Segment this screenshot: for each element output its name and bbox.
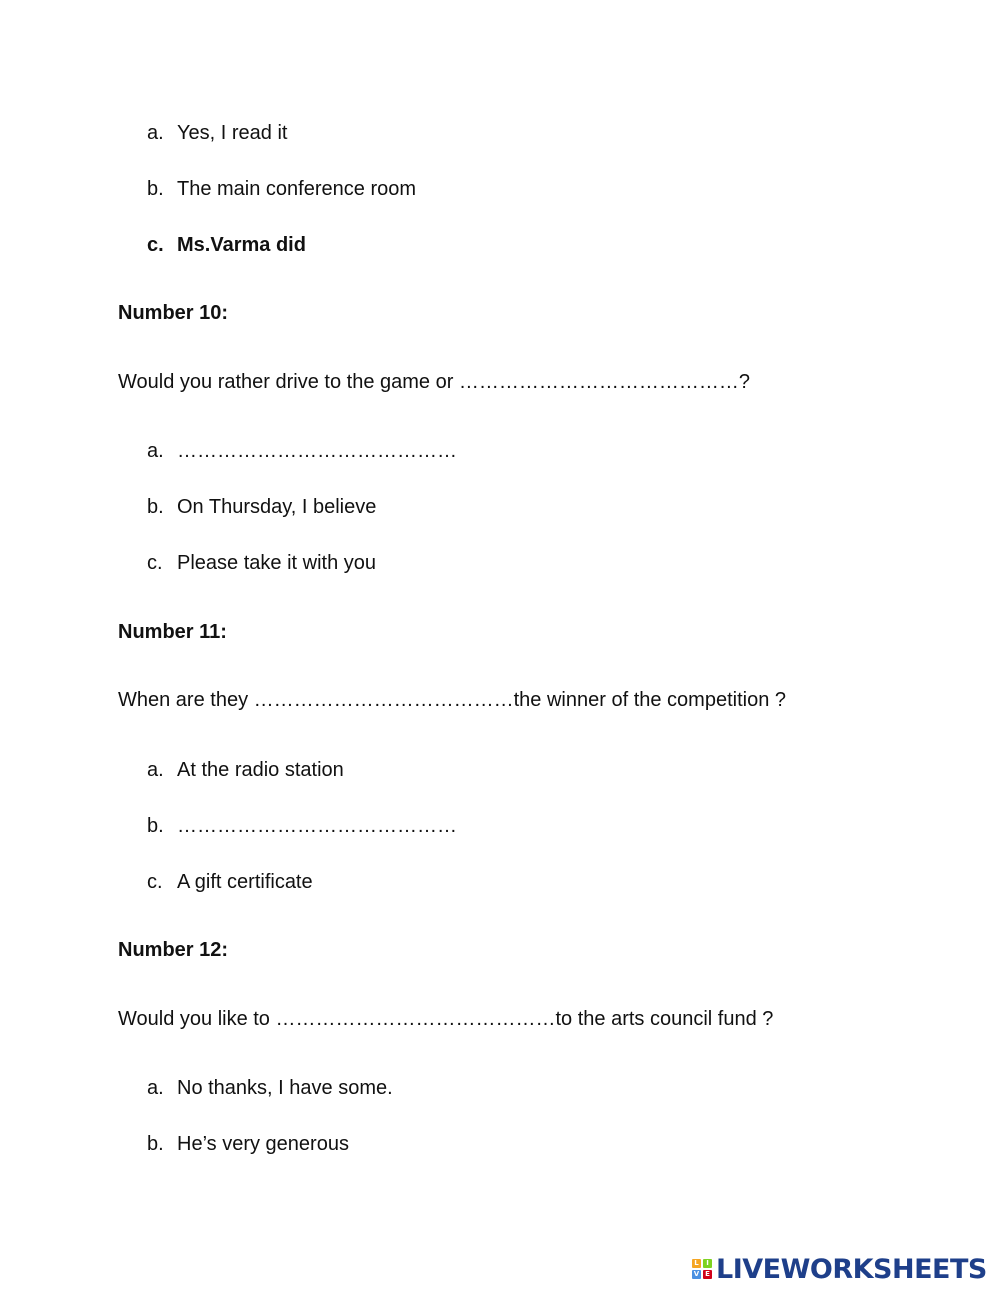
option-letter: c. bbox=[147, 871, 163, 893]
option-letter: c. bbox=[147, 234, 164, 256]
question-text: When are they …………………………………the winner of the competition ? bbox=[118, 689, 787, 711]
logo-text: LIVEWORKSHEETS bbox=[716, 1253, 987, 1285]
question-heading: Number 12: bbox=[118, 939, 229, 961]
option-letter: a. bbox=[147, 1077, 164, 1099]
logo-mark-icon bbox=[692, 1259, 712, 1279]
option-text: The main conference room bbox=[177, 178, 417, 200]
option-letter: c. bbox=[147, 552, 163, 574]
option-text: Yes, I read it bbox=[177, 122, 288, 144]
option-letter: a. bbox=[147, 122, 164, 144]
logo-mark-cell: I bbox=[703, 1259, 712, 1268]
option-letter: b. bbox=[147, 1133, 164, 1155]
logo-mark-cell: L bbox=[692, 1259, 701, 1268]
option-blank[interactable]: …………………………………… bbox=[177, 815, 457, 837]
option-letter: b. bbox=[147, 815, 164, 837]
question-text: Would you like to ……………………………………to the arts council fund ? bbox=[118, 1008, 774, 1030]
option-blank[interactable]: …………………………………… bbox=[177, 440, 457, 462]
option-text: On Thursday, I believe bbox=[177, 496, 377, 518]
question-text: Would you rather drive to the game or ……………………………………? bbox=[118, 371, 751, 393]
option-text: No thanks, I have some. bbox=[177, 1077, 393, 1099]
liveworksheets-logo bbox=[692, 1254, 987, 1284]
option-text: Please take it with you bbox=[177, 552, 376, 574]
option-letter: a. bbox=[147, 440, 164, 462]
option-letter: b. bbox=[147, 178, 164, 200]
option-text: A gift certificate bbox=[177, 871, 313, 893]
question-heading: Number 11: bbox=[118, 621, 227, 643]
logo-mark-cell: V bbox=[693, 1270, 700, 1278]
option-text: At the radio station bbox=[177, 759, 344, 781]
logo-mark-cell: E bbox=[703, 1270, 712, 1279]
option-letter: b. bbox=[147, 496, 164, 518]
question-heading: Number 10: bbox=[118, 302, 229, 324]
option-text-selected: Ms.Varma did bbox=[177, 234, 306, 256]
option-text: He’s very generous bbox=[177, 1133, 349, 1155]
option-letter: a. bbox=[147, 759, 164, 781]
